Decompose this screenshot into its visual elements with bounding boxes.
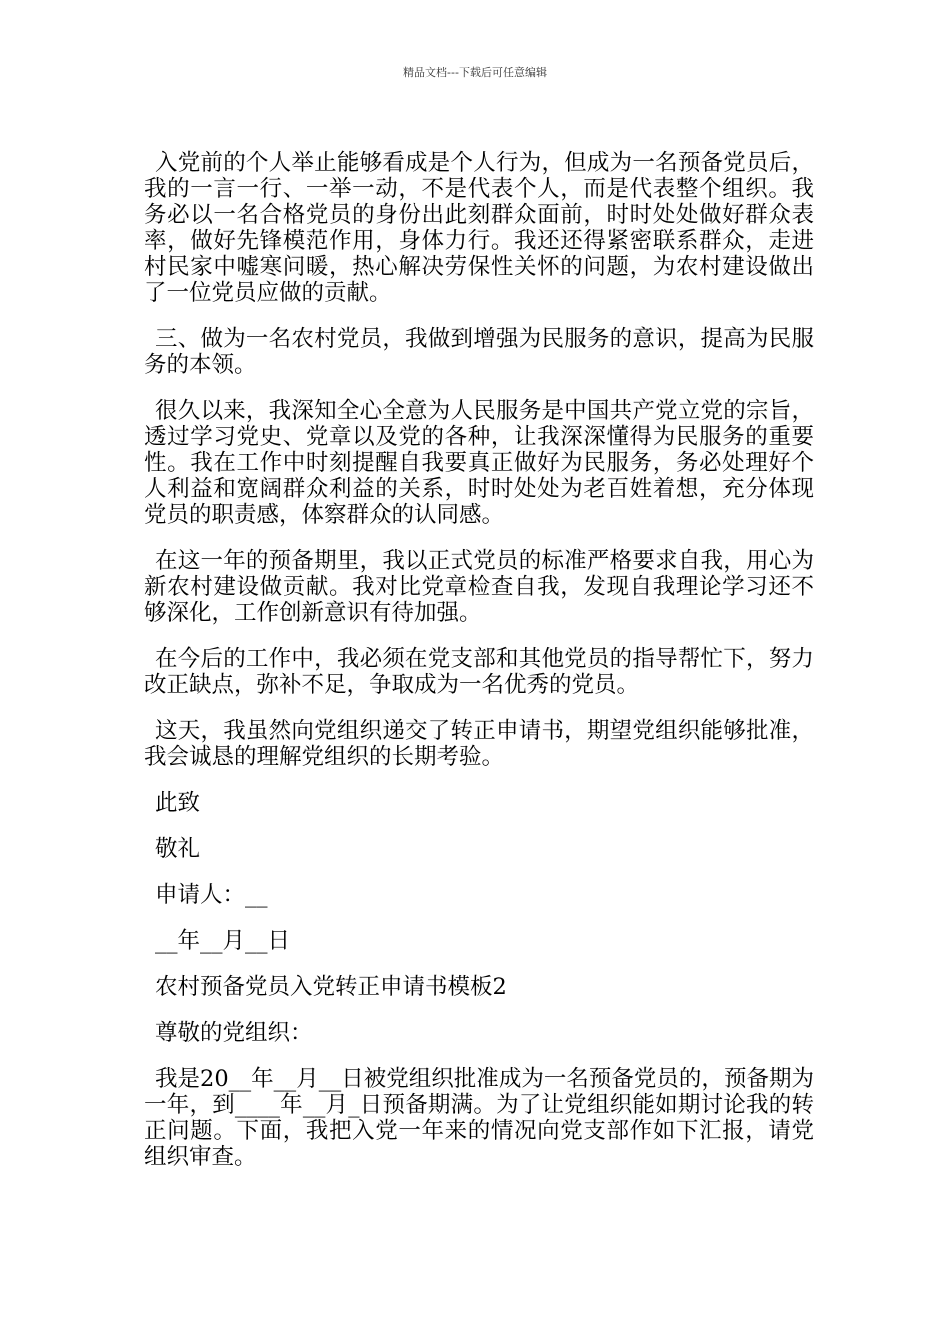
paragraph-application: 这天，我虽然向党组织递交了转正申请书，期望党组织能够批准，我会诚恳的理解党组织的长期考验。 [144, 718, 814, 770]
closing-salutation: 此致 [155, 790, 201, 816]
page-header: 精品文档---下载后可任意编辑 [403, 66, 547, 79]
paragraph-future-work: 在今后的工作中，我必须在党支部和其他党员的指导帮忙下，努力改正缺点，弥补不足，争取成为一名优秀的党员。 [144, 646, 814, 698]
paragraph-intro-report: 我是20__年__月__日被党组织批准成为一名预备党员的，预备期为一年，到____年__月_日预备期满。为了让党组织能如期讨论我的转正问题。下面，我把入党一年来的情况向党支部作如下汇报，请党组织审查。 [144, 1066, 814, 1170]
paragraph-conduct: 入党前的个人举止能够看成是个人行为，但成为一名预备党员后，我的一言一行、一举一动，不是代表个人，而是代表整个组织。我务必以一名合格党员的身份出此刻群众面前，时时处处做好群众表率，做好先锋模范作用，身体力行。我还还得紧密联系群众，走进村民家中嘘寒问暖，热心解决劳保性关怀的问题，为农村建设做出了一位党员应做的贡献。 [144, 150, 814, 306]
applicant-line: 申请人：__ [155, 882, 268, 908]
paragraph-section-three: 三、做为一名农村党员，我做到增强为民服务的意识，提高为民服务的本领。 [144, 326, 814, 378]
date-line: __年__月__日 [155, 928, 291, 954]
greeting-line: 尊敬的党组织： [155, 1020, 313, 1046]
paragraph-serve-people: 很久以来，我深知全心全意为人民服务是中国共产党立党的宗旨，透过学习党史、党章以及党的各种，让我深深懂得为民服务的重要性。我在工作中时刻提醒自我要真正做好为民服务，务必处理好个人利益和宽阔群众利益的关系，时时处处为老百姓着想，充分体现党员的职责感，体察群众的认同感。 [144, 398, 814, 528]
document-body [144, 150, 814, 1170]
template-title: 农村预备党员入党转正申请书模板2 [155, 974, 507, 1000]
closing-regards: 敬礼 [155, 836, 201, 862]
paragraph-probation-year: 在这一年的预备期里，我以正式党员的标准严格要求自我，用心为新农村建设做贡献。我对比党章检查自我，发现自我理论学习还不够深化，工作创新意识有待加强。 [144, 548, 814, 626]
